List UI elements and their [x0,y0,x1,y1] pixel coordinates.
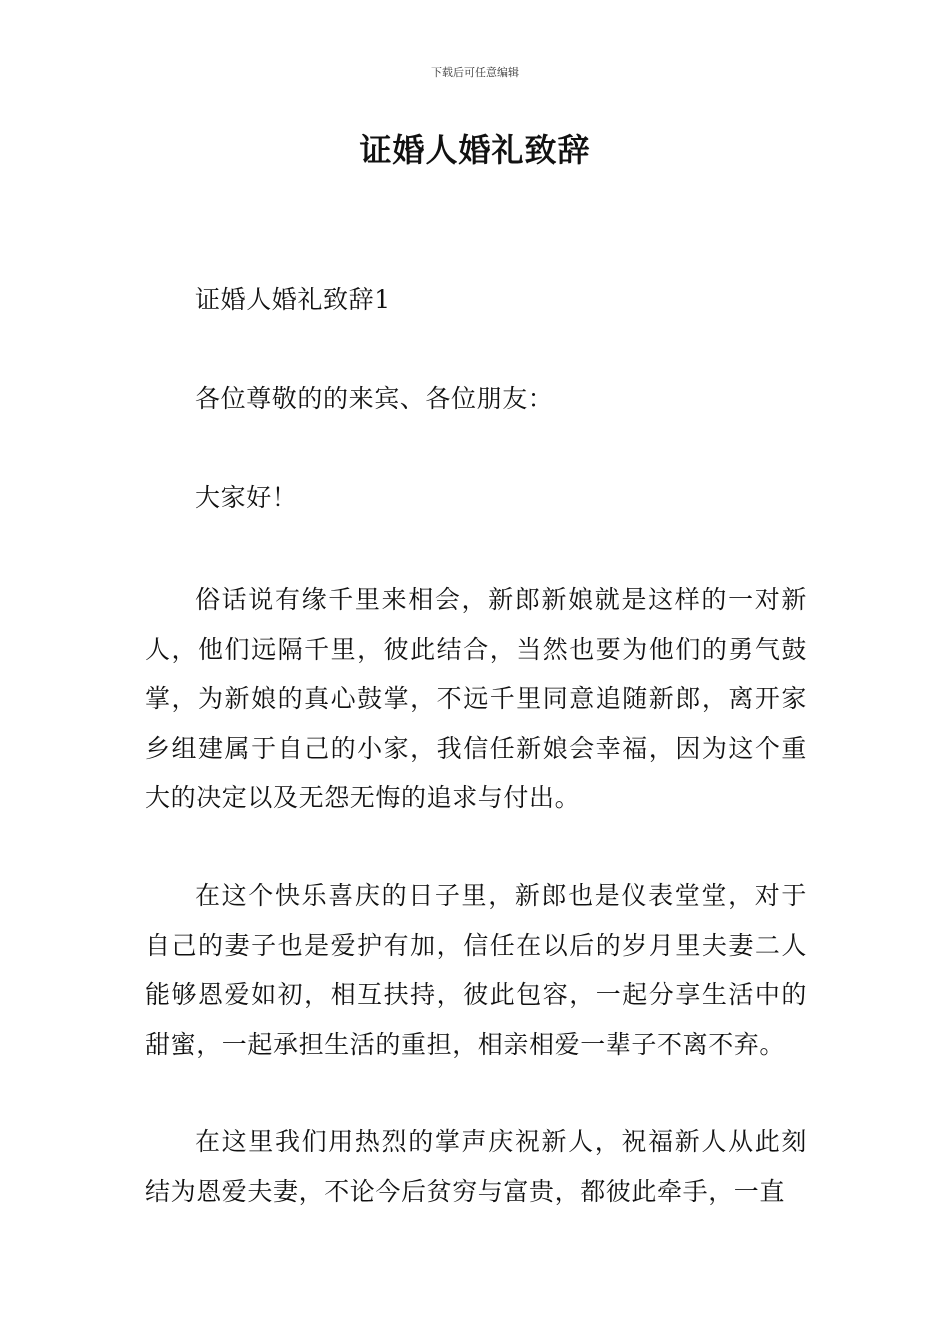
greeting-paragraph: 大家好！ [195,483,298,512]
page-header-note: 下载后可任意编辑 [431,66,519,79]
salutation-paragraph: 各位尊敬的的来宾、各位朋友： [195,384,554,413]
document-title: 证婚人婚礼致辞 [359,131,591,169]
body-paragraph: 俗话说有缘千里来相会，新郎新娘就是这样的一对新人，他们远隔千里，彼此结合，当然也要为他们的勇气鼓掌，为新娘的真心鼓掌，不远千里同意追随新郎，离开家乡组建属于自己的小家，我信任新娘会幸福，因为这个重大的决定以及无怨无悔的追求与付出。 [145,585,807,812]
body-paragraph: 在这里我们用热烈的掌声庆祝新人，祝福新人从此刻结为恩爱夫妻，不论今后贫穷与富贵，都彼此牵手，一直 [145,1127,807,1206]
section-heading: 证婚人婚礼致辞1 [195,285,391,314]
body-paragraph: 在这个快乐喜庆的日子里，新郎也是仪表堂堂，对于自己的妻子也是爱护有加，信任在以后的岁月里夫妻二人能够恩爱如初，相互扶持，彼此包容，一起分享生活中的甜蜜，一起承担生活的重担，相亲相爱一辈子不离不弃。 [145,881,807,1059]
